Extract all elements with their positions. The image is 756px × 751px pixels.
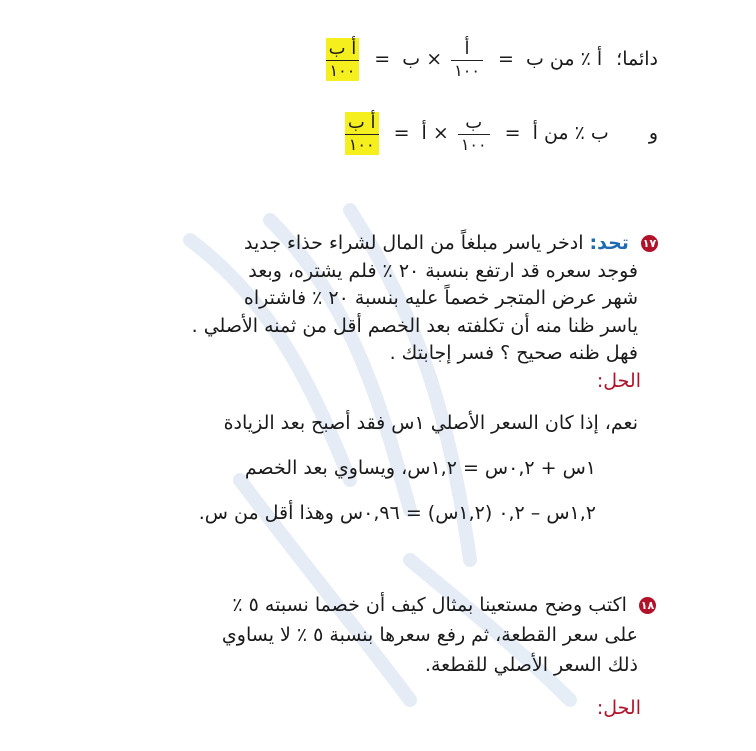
q18-line-3: ذلك السعر الأصلي للقطعة. xyxy=(424,654,638,676)
q17-line-1 xyxy=(244,230,658,256)
q17-colon: : xyxy=(589,232,598,254)
formula-1-eq2: = xyxy=(374,48,391,70)
fraction-denominator: ١٠٠ xyxy=(460,135,487,154)
q17-solution-line-3: ١,٢س – ٠,٢ (١,٢س) = ٠,٩٦س وهذا أقل من س. xyxy=(198,502,596,524)
q17-solution-line-2: ١س + ٠,٢س = ١,٢س، ويساوي بعد الخصم xyxy=(244,457,596,479)
q17-text-line-3: شهر عرض المتجر خصماً عليه بنسبة ٢٠ ٪ فاشتراه xyxy=(243,287,638,309)
formula-2 xyxy=(342,112,658,155)
result-numerator: أ ب xyxy=(326,38,360,61)
q18-solution-label: الحل: xyxy=(596,697,641,719)
result-numerator: أ ب xyxy=(345,112,379,135)
q17-text-line-4: ياسر ظنا منه أن تكلفته بعد الخصم أقل من ثمنه الأصلي . xyxy=(191,315,638,337)
fraction-denominator: ١٠٠ xyxy=(454,61,480,80)
formula-2-lhs: ب ٪ من أ xyxy=(532,122,609,144)
formula-2-result xyxy=(345,112,379,155)
formula-2-eq: = xyxy=(504,122,521,144)
result-denominator: ١٠٠ xyxy=(345,135,379,155)
formula-1-lhs: أ ٪ من ب xyxy=(525,48,603,70)
q17-number-badge: ١٧ xyxy=(642,237,657,250)
q18-text-line-1: اكتب وضح مستعينا بمثال كيف أن خصما نسبته ٥ ٪ xyxy=(232,594,627,616)
result-denominator: ١٠٠ xyxy=(326,61,360,81)
formula-2-prefix: و xyxy=(648,122,658,144)
formula-1-fraction xyxy=(451,38,483,81)
q17-line-5 xyxy=(390,340,638,366)
formula-1-times: × ب xyxy=(402,48,443,70)
q17-line-4 xyxy=(192,313,638,339)
q17-text-line-5: فهل ظنه صحيح ؟ فسر إجابتك . xyxy=(389,342,638,364)
q17-solution-label: الحل: xyxy=(596,370,641,392)
q18-line-2: على سعر القطعة، ثم رفع سعرها بنسبة ٥ ٪ لا يساوي xyxy=(221,624,638,646)
formula-2-times: × أ xyxy=(421,122,449,144)
q18-number-badge: ١٨ xyxy=(640,599,655,612)
formula-1 xyxy=(323,38,658,81)
q17-line-3 xyxy=(244,285,638,311)
q17-text-line-1: ادخر ياسر مبلغاً من المال لشراء حذاء جديد xyxy=(243,232,584,254)
q17-line-2 xyxy=(248,258,638,284)
q18-line-1 xyxy=(232,592,656,618)
formula-1-eq: = xyxy=(498,48,514,70)
q17-text-line-2: فوجد سعره قد ارتفع بنسبة ٢٠ ٪ فلم يشتره، وبعد xyxy=(248,260,638,282)
formula-2-eq2: = xyxy=(393,122,410,144)
fraction-numerator: أ xyxy=(451,38,483,61)
fraction-numerator: ب xyxy=(458,112,490,135)
formula-2-fraction xyxy=(458,112,490,155)
q17-solution-line-1: نعم، إذا كان السعر الأصلي ١س فقد أصبح بعد الزيادة xyxy=(223,412,638,434)
formula-1-prefix: دائما؛ xyxy=(616,48,658,70)
formula-1-result xyxy=(326,38,360,81)
q17-title: تحد xyxy=(597,232,629,254)
